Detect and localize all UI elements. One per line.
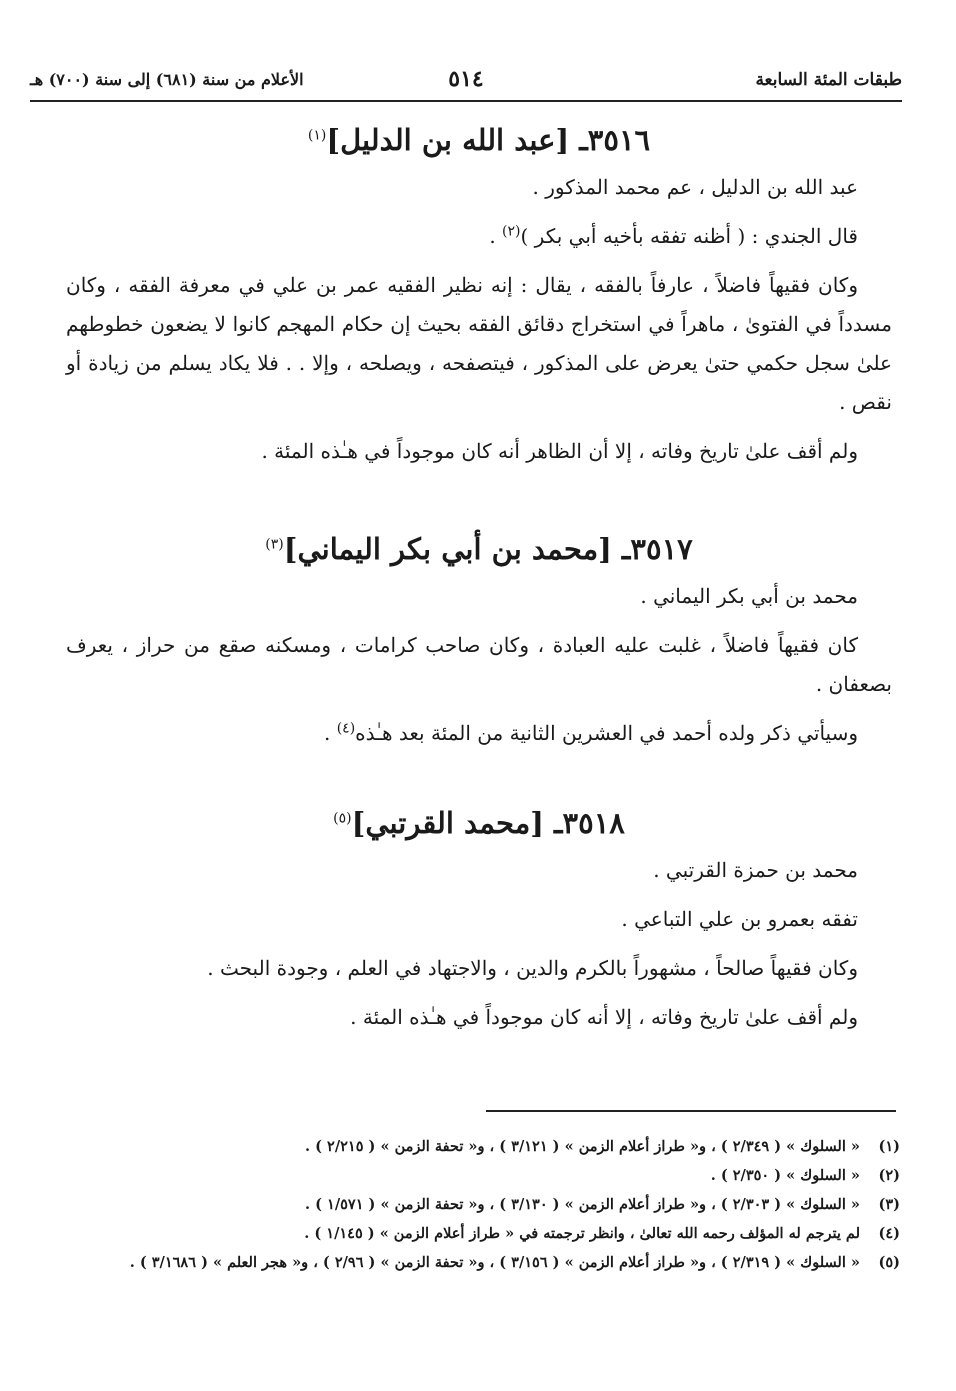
header-section-title: طبقات المئة السابعة (755, 70, 902, 90)
entry-heading (66, 118, 892, 162)
paragraph: ولم أقف علىٰ تاريخ وفاته ، إلا أن الظاهر أنه كان موجوداً في هـٰذه المئة . (261, 439, 858, 463)
footnote (58, 1190, 900, 1219)
paragraph: عبد الله بن الدليل ، عم محمد المذكور . (532, 175, 858, 199)
entry-title: ٣٥١٦ـ [عبد الله بن الدليل] (326, 123, 651, 157)
paragraph: وكان فقيهاً صالحاً ، مشهوراً بالكرم والدين ، والاجتهاد في العلم ، وجودة البحث . (207, 956, 858, 980)
paragraph: وكان فقيهاً فاضلاً ، عارفاً بالفقه ، يقال : إنه نظير الفقيه عمر بن علي في معرفة الفقه ، وكان مسدداً في الفتوىٰ ، ماهراً في استخراج دقائق الفقه بحيث إن حكام المهجم كانوا لا يضعون خطوطهم علىٰ سجل حكمي حتىٰ يعرض على المذكور ، فيتصفحه ، ويصلحه ، وإلا . . فلا يكاد يسلم من زيادة أو نقص . (66, 273, 892, 414)
footnote-separator (486, 1110, 896, 1112)
spacer (66, 481, 892, 517)
footnote-text: « السلوك » ( ٢/٣٤٩ ) ، و« طراز أعلام الزمن » ( ٣/١٢١ ) ، و« تحفة الزمن » ( ٢/٢١٥ ) . (305, 1138, 860, 1155)
footnote (58, 1161, 900, 1190)
paragraph: محمد بن أبي بكر اليماني . (640, 584, 858, 608)
entry-heading (66, 801, 892, 845)
paragraph-text: وسيأتي ذكر ولده أحمد في العشرين الثانية من المئة بعد هـٰذه (355, 721, 858, 745)
footnote-ref: (١) (307, 127, 327, 144)
footnote (58, 1132, 900, 1161)
running-header (30, 66, 902, 102)
page-number: ٥١٤ (448, 66, 484, 92)
footnote-ref: (٤) (336, 720, 356, 737)
footnote-number: (١) (878, 1138, 900, 1155)
entry-title: ٣٥١٨ـ [محمد القرتبي] (351, 806, 625, 840)
paragraph: تفقه بعمرو بن علي التباعي . (621, 907, 858, 931)
paragraph-text: قال الجندي : ( أظنه تفقه بأخيه أبي بكر ) (520, 224, 858, 248)
footnote-number: (٥) (878, 1254, 900, 1271)
paragraph (66, 714, 892, 753)
paragraph (66, 217, 892, 256)
footnote-text: لم يترجم له المؤلف رحمه الله تعالىٰ ، وانظر ترجمته في « طراز أعلام الزمن » ( ١/١٤٥ ) . (304, 1225, 860, 1242)
footnote (58, 1219, 900, 1248)
main-text (66, 108, 892, 1047)
paragraph-tail: . (489, 224, 503, 248)
entry-title: ٣٥١٧ـ [محمد بن أبي بكر اليماني] (283, 532, 693, 566)
footnote-ref: (٥) (333, 810, 352, 827)
footnote-ref: (٣) (265, 536, 284, 553)
footnote-number: (٣) (878, 1196, 900, 1213)
paragraph: محمد بن حمزة القرتبي . (653, 858, 858, 882)
paragraph-tail: . (323, 721, 337, 745)
paragraph: كان فقيهاً فاضلاً ، غلبت عليه العبادة ، وكان صاحب كرامات ، ومسكنه صقع من حراز ، يعرف بصعفان . (66, 633, 892, 696)
footnote-text: « السلوك » ( ٢/٣٠٣ ) ، و« طراز أعلام الزمن » ( ٣/١٣٠ ) ، و« تحفة الزمن » ( ١/٥٧١ ) . (305, 1196, 860, 1213)
footnote-text: « السلوك » ( ٢/٣٥٠ ) . (710, 1167, 860, 1184)
footnote-ref: (٢) (502, 223, 521, 240)
paragraph: ولم أقف علىٰ تاريخ وفاته ، إلا أنه كان موجوداً في هـٰذه المئة . (350, 1005, 858, 1029)
footnote-number: (٢) (878, 1167, 900, 1184)
footnote (58, 1248, 900, 1277)
footnotes (58, 1132, 900, 1277)
header-period-title: الأعلام من سنة (٦٨١) إلى سنة (٧٠٠) هـ (30, 70, 304, 89)
spacer (66, 763, 892, 791)
footnote-number: (٤) (878, 1225, 900, 1242)
entry-heading (66, 527, 892, 571)
footnote-text: « السلوك » ( ٢/٣١٩ ) ، و« طراز أعلام الزمن » ( ٣/١٥٦ ) ، و« تحفة الزمن » ( ٢/٩٦ ) ، و« هجر العلم » ( ٣/١٦٨٦ ) . (129, 1254, 860, 1271)
